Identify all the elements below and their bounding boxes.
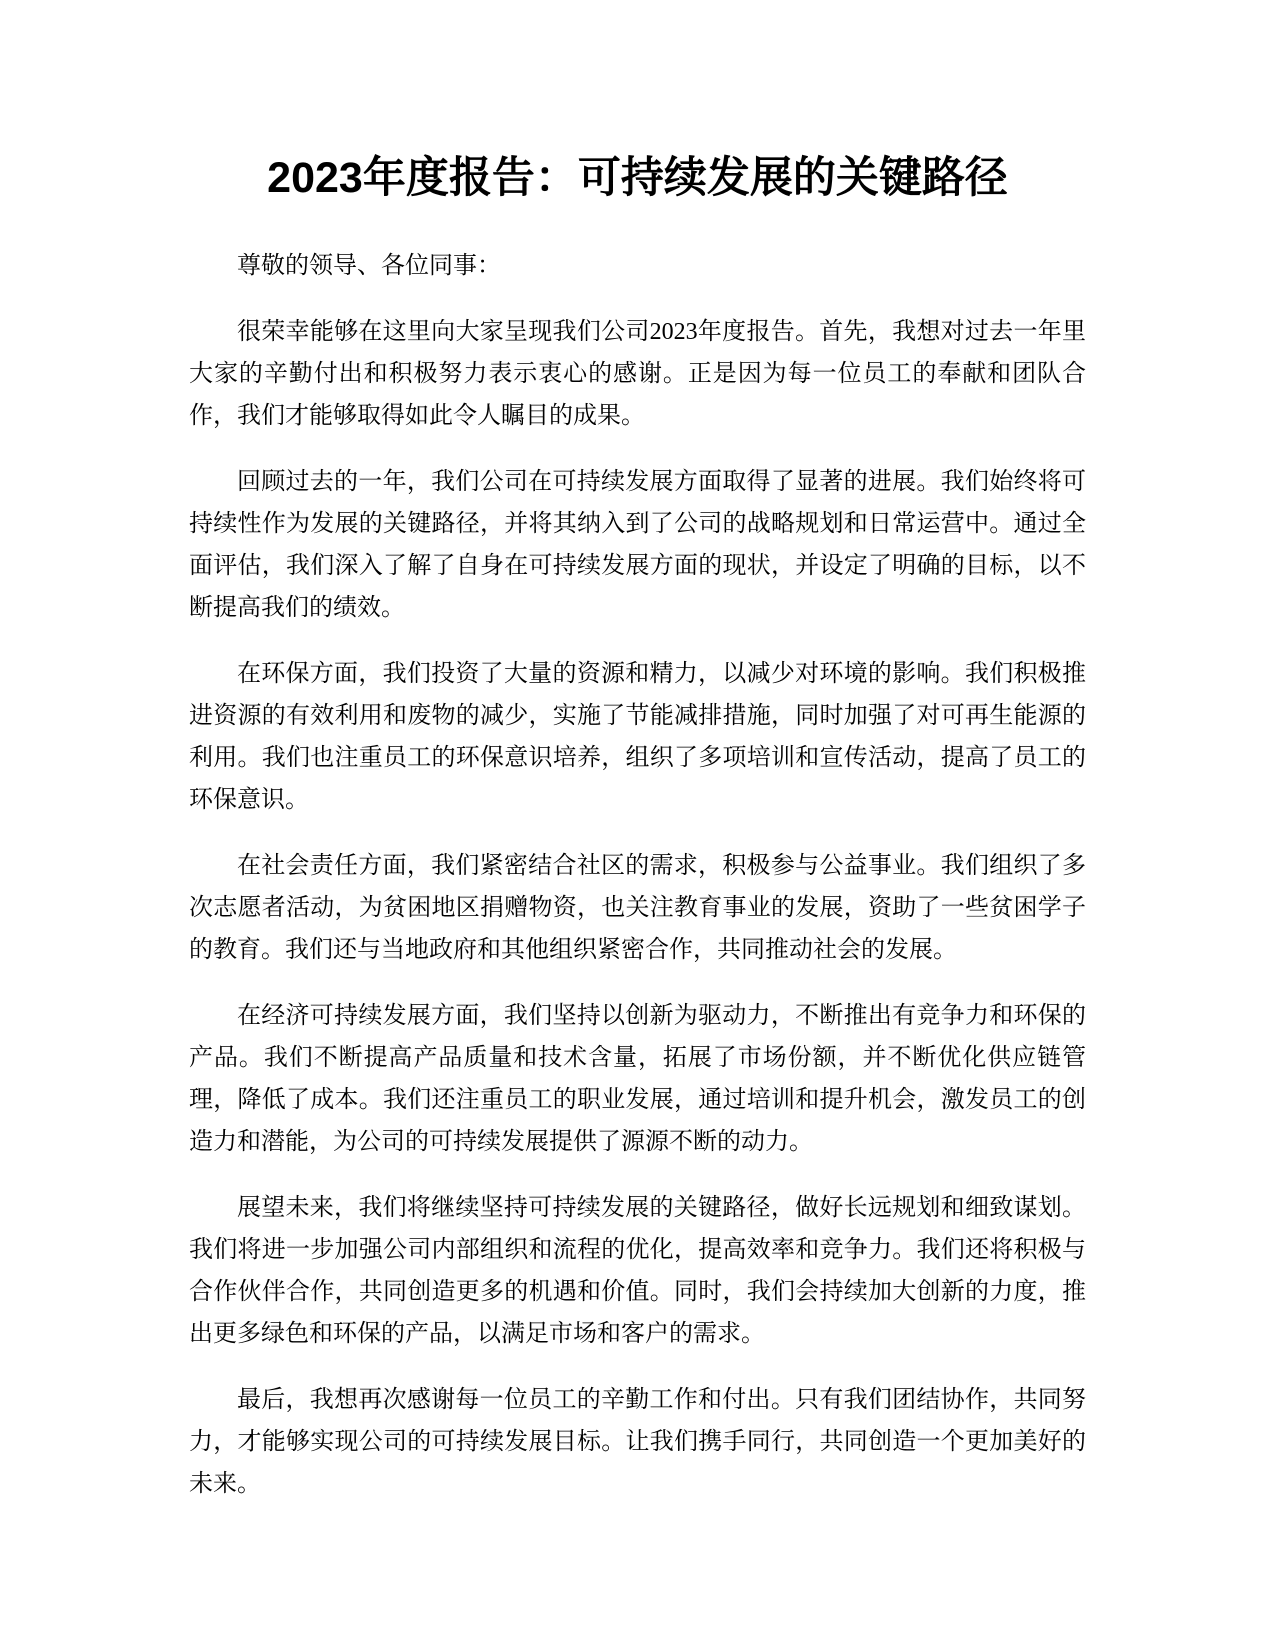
paragraph-7: 最后，我想再次感谢每一位员工的辛勤工作和付出。只有我们团结协作，共同努力，才能够实现公司的可持续发展目标。让我们携手同行，共同创造一个更加美好的未来。 <box>189 1387 1086 1497</box>
paragraph-3: 在环保方面，我们投资了大量的资源和精力，以减少对环境的影响。我们积极推进资源的有效利用和废物的减少，实施了节能减排措施，同时加强了对可再生能源的利用。我们也注重员工的环保意识培养，组织了多项培训和宣传活动，提高了员工的环保意识。 <box>189 661 1086 813</box>
paragraph-5: 在经济可持续发展方面，我们坚持以创新为驱动力，不断推出有竞争力和环保的产品。我们不断提高产品质量和技术含量，拓展了市场份额，并不断优化供应链管理，降低了成本。我们还注重员工的职业发展，通过培训和提升机会，激发员工的创造力和潜能，为公司的可持续发展提供了源源不断的动力。 <box>189 1003 1086 1155</box>
document-body <box>189 245 1086 1529</box>
salutation: 尊敬的领导、各位同事： <box>237 253 501 279</box>
paragraph-4: 在社会责任方面，我们紧密结合社区的需求，积极参与公益事业。我们组织了多次志愿者活动，为贫困地区捐赠物资，也关注教育事业的发展，资助了一些贫困学子的教育。我们还与当地政府和其他组织紧密合作，共同推动社会的发展。 <box>189 853 1086 963</box>
document-title: 2023年度报告：可持续发展的关键路径 <box>267 154 1008 202</box>
paragraph-2: 回顾过去的一年，我们公司在可持续发展方面取得了显著的进展。我们始终将可持续性作为发展的关键路径，并将其纳入到了公司的战略规划和日常运营中。通过全面评估，我们深入了解了自身在可持续发展方面的现状，并设定了明确的目标，以不断提高我们的绩效。 <box>189 469 1086 621</box>
paragraph-6: 展望未来，我们将继续坚持可持续发展的关键路径，做好长远规划和细致谋划。我们将进一步加强公司内部组织和流程的优化，提高效率和竞争力。我们还将积极与合作伙伴合作，共同创造更多的机遇和价值。同时，我们会持续加大创新的力度，推出更多绿色和环保的产品，以满足市场和客户的需求。 <box>189 1195 1086 1347</box>
paragraph-1: 很荣幸能够在这里向大家呈现我们公司2023年度报告。首先，我想对过去一年里大家的辛勤付出和积极努力表示衷心的感谢。正是因为每一位员工的奉献和团队合作，我们才能够取得如此令人瞩目的成果。 <box>189 319 1086 429</box>
